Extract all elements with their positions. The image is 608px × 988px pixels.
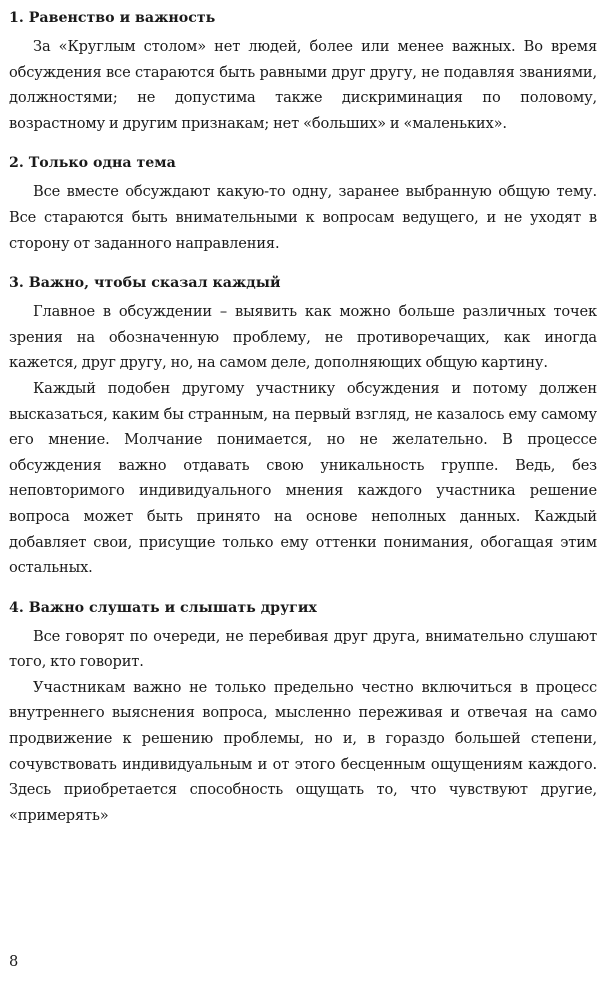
page-body — [9, 4, 597, 828]
section-heading: 4. Важно слушать и слышать других — [9, 599, 317, 616]
section-heading: 3. Важно, чтобы сказал каждый — [9, 275, 281, 292]
paragraph: Все вместе обсуждают какую-то одну, заранее выбранную общую тему. Все стараются быть внимательными к вопросам ведущего, и не уходят в сторону от заданного направления. — [9, 183, 597, 252]
paragraph: Участникам важно не только предельно честно включиться в процесс внутреннего выяснения вопроса, мысленно переживая и отвечая на само продвижение к решению проблемы, но и, в гораздо большей степени, сочувствовать индивидуальным и от этого бесценным ощущениям каждого. Здесь приобретается способность ощущать то, что чувствуют другие, «примерять» — [9, 678, 597, 824]
section-heading: 2. Только одна тема — [9, 155, 176, 172]
paragraph: За «Круглым столом» нет людей, более или менее важных. Во время обсуждения все стараются быть равными друг другу, не подавляя званиями, должностями; не допустима также дискриминация по половому, возрастному и другим признакам; нет «больших» и «маленьких». — [9, 38, 597, 132]
section-heading: 1. Равенство и важность — [9, 10, 216, 26]
section-equality — [9, 4, 597, 136]
paragraph: Все говорят по очереди, не перебивая друг друга, внимательно слушают того, кто говорит. — [9, 627, 597, 671]
section-listen-and-hear — [9, 594, 597, 829]
paragraph: Каждый подобен другому участнику обсуждения и потому должен высказаться, каким бы странным, на первый взгляд, не казалось ему самому его мнение. Молчание понимается, но не желательно. В процессе обсуждения важно отдавать свою уникальность группе. Ведь, без неповторимого индивидуального мнения каждого участника решение вопроса может быть принято на основе неполных данных. Каждый добавляет свои, присущие только ему оттенки понимания, обогащая этим остальных. — [9, 379, 597, 577]
page-number: 8 — [9, 953, 19, 970]
section-one-topic — [9, 149, 597, 256]
section-everyone-speaks — [9, 269, 597, 581]
paragraph: Главное в обсуждении – выявить как можно больше различных точек зрения на обозначенную проблему, не противоречащих, как иногда кажется, друг другу, но, на самом деле, дополняющих общую картину. — [9, 303, 597, 372]
